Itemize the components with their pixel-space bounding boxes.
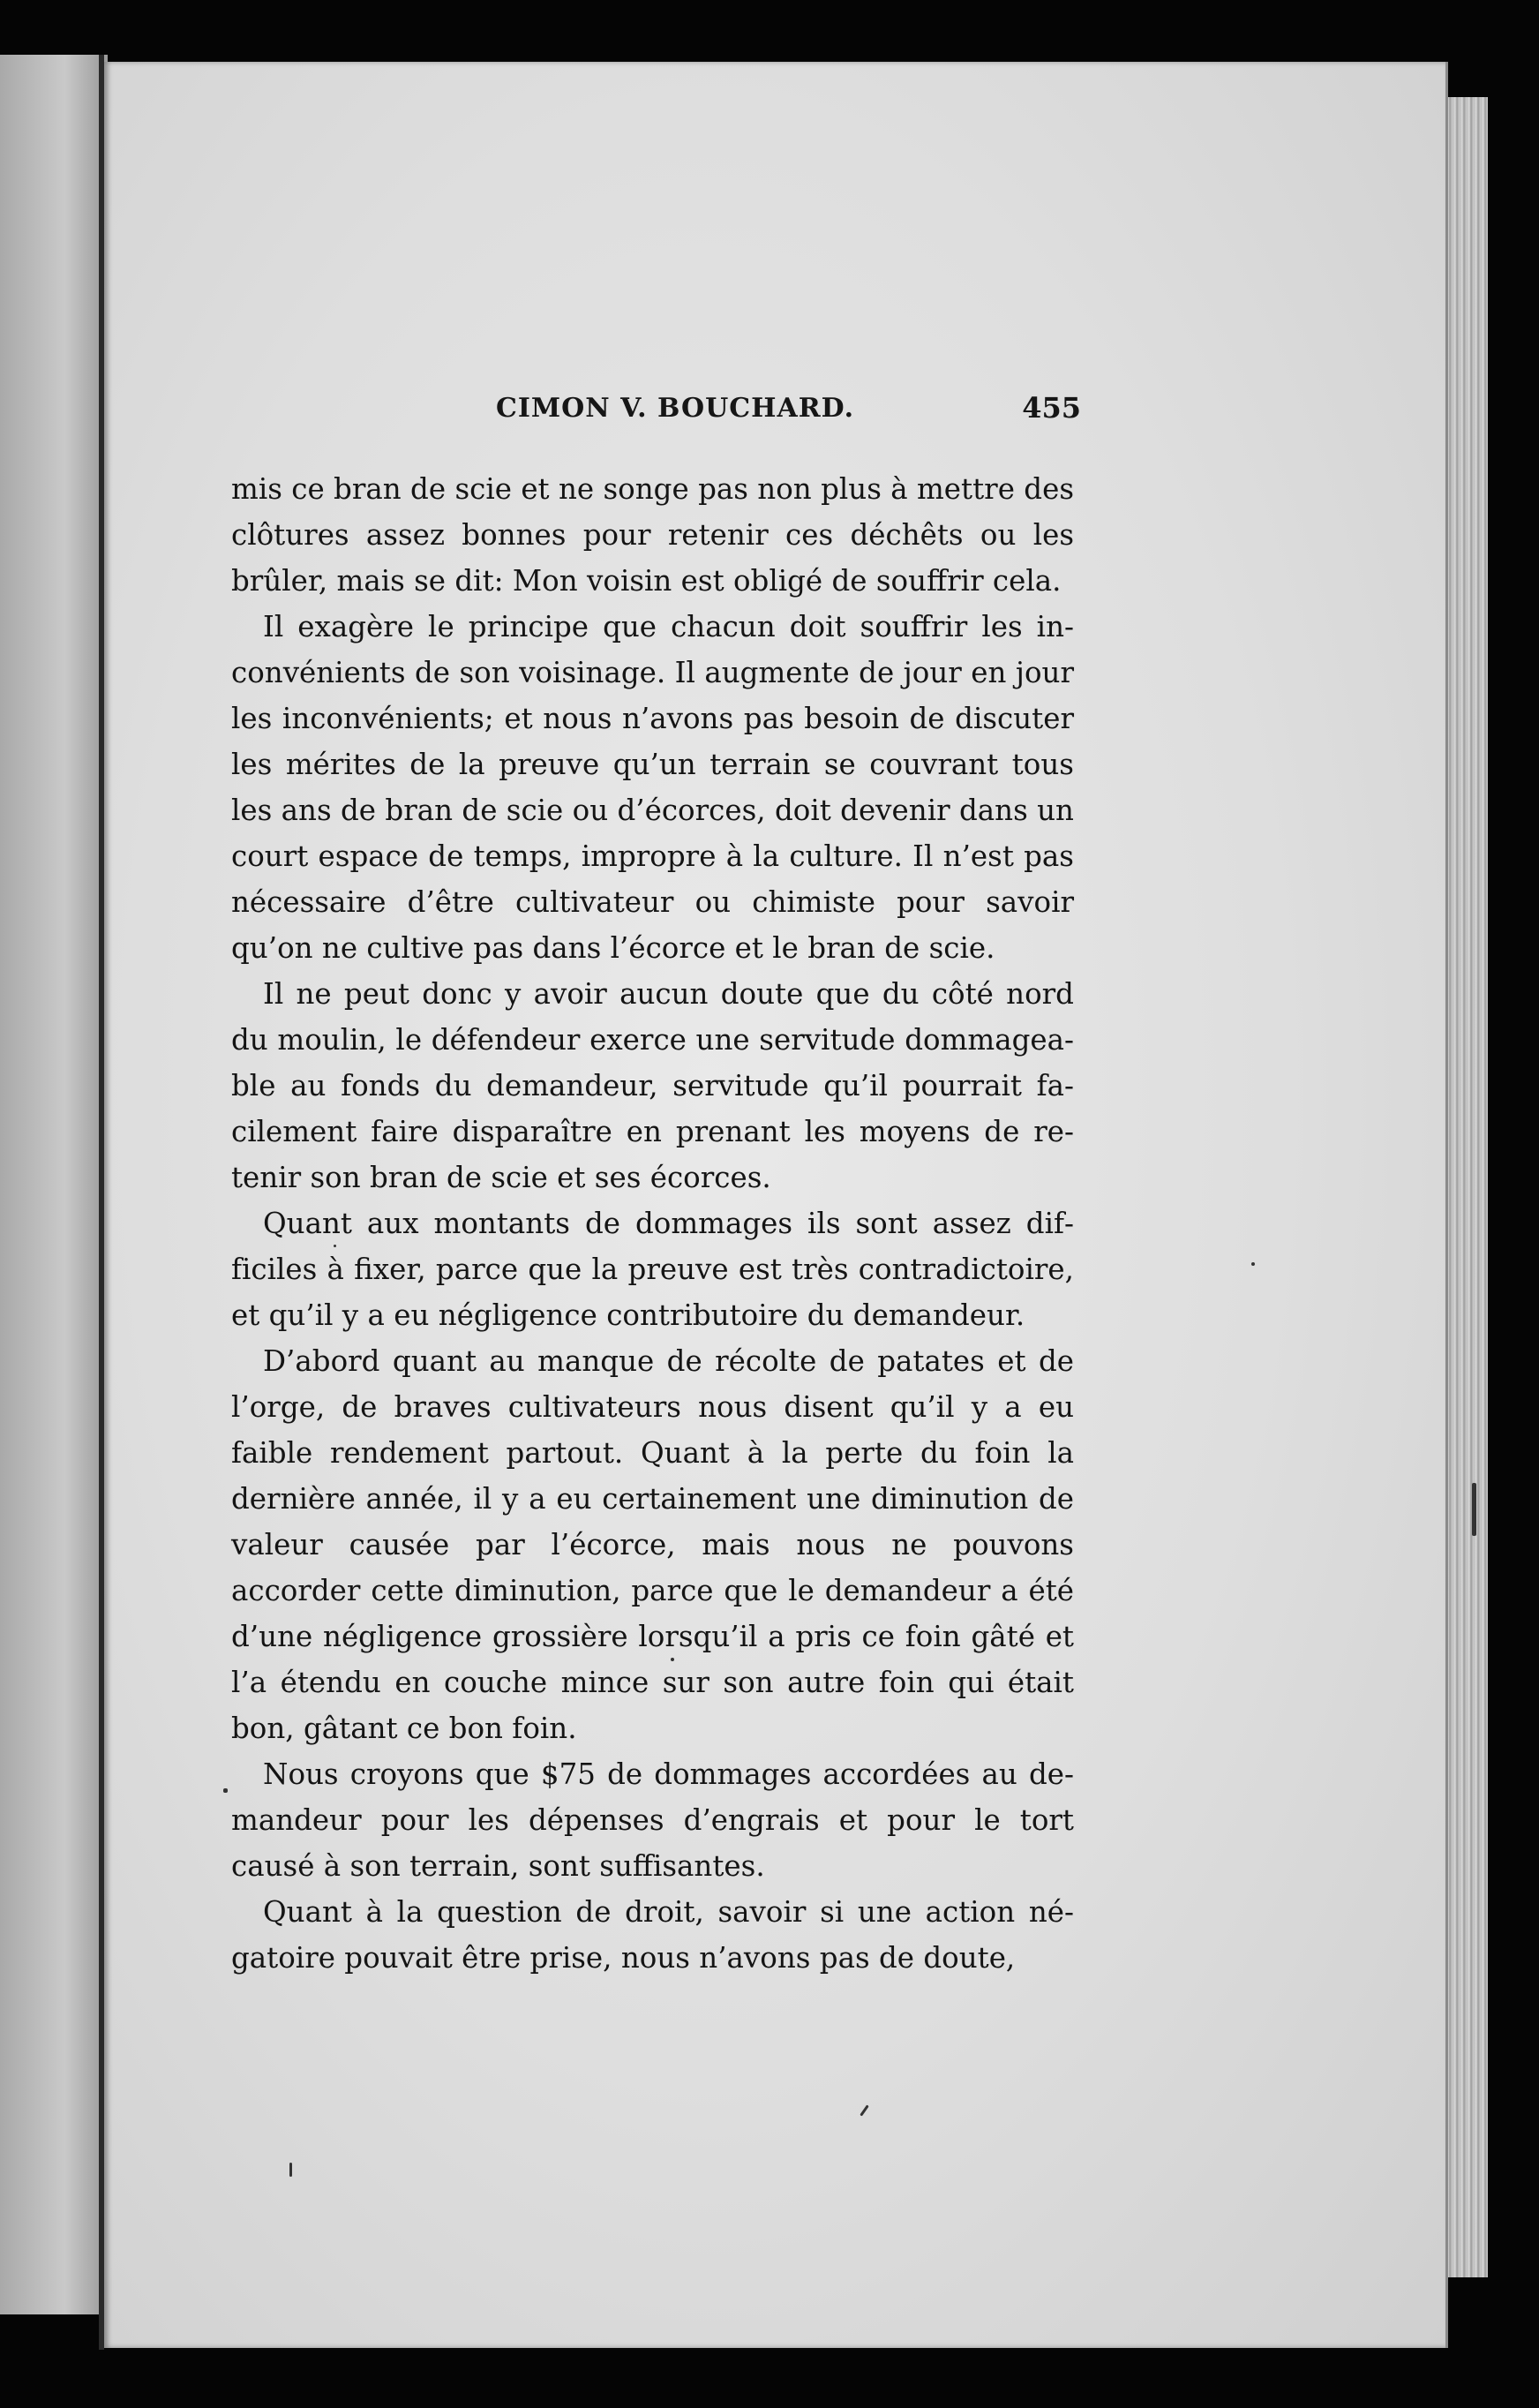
paragraph: Il exagère le principe que chacun doit souffrir les inconvénients de son voisinage. Il augmente de jour en jour les inconvénients; et nous n’avons pas besoin de discuter les mérites de la preuve qu’un terrain se couvrant tous les ans de bran de scie ou d’écorces, doit devenir dans un court espace de temps, impropre à la culture. Il n’est pas nécessaire d’être cultivateur ou chimiste pour savoir qu’on ne cultive pas dans l’écorce et le bran de scie. xyxy=(231,610,1074,965)
paragraph: mis ce bran de scie et ne songe pas non plus à mettre des clôtures assez bonnes pour retenir ces déchêts ou les brûler, mais se dit: Mon voisin est obligé de souffrir cela. xyxy=(231,472,1074,598)
left-page-edge xyxy=(0,55,108,2314)
paragraph: Nous croyons que $75 de dommages accordées au demandeur pour les dépenses d’engrais et pour le tort causé à son terrain, sont suffisantes. xyxy=(231,1757,1074,1883)
body-text xyxy=(231,466,1074,1981)
ink-speck xyxy=(1472,1483,1476,1536)
paragraph: D’abord quant au manque de récolte de patates et de l’orge, de braves cultivateurs nous disent qu’il y a eu faible rendement partout. Quant à la perte du foin la dernière année, il y a eu certainement une diminution de valeur causée par l’écorce, mais nous ne pouvons accorder cette diminution, parce que le demandeur a été d’une négligence grossière lorsqu’il a pris ce foin gâté et l’a étendu en couche mince sur son autre foin qui était bon, gâtant ce bon foin. xyxy=(231,1344,1074,1745)
ink-speck xyxy=(1251,1262,1255,1266)
paragraph: Quant à la question de droit, savoir si une action négatoire pouvait être prise, nous n’avons pas de doute, xyxy=(231,1895,1074,1975)
running-head-title: CIMON V. BOUCHARD. xyxy=(496,393,855,424)
page-stack-edge xyxy=(1445,97,1488,2277)
running-head xyxy=(231,393,1081,433)
paragraph: Quant aux montants de dommages ils sont assez difficiles à fixer, parce que la preuve est très contradictoire, et qu’il y a eu négligence contributoire du demandeur. xyxy=(231,1207,1074,1332)
paragraph: Il ne peut donc y avoir aucun doute que du côté nord du moulin, le défendeur exerce une servitude dommageable au fonds du demandeur, servitude qu’il pourrait facilement faire disparaître en prenant les moyens de retenir son bran de scie et ses écorces. xyxy=(231,977,1074,1194)
ink-speck xyxy=(223,1788,228,1793)
page-number: 455 xyxy=(1022,391,1081,425)
gutter-shadow xyxy=(99,55,104,2350)
ink-speck xyxy=(289,2163,292,2177)
